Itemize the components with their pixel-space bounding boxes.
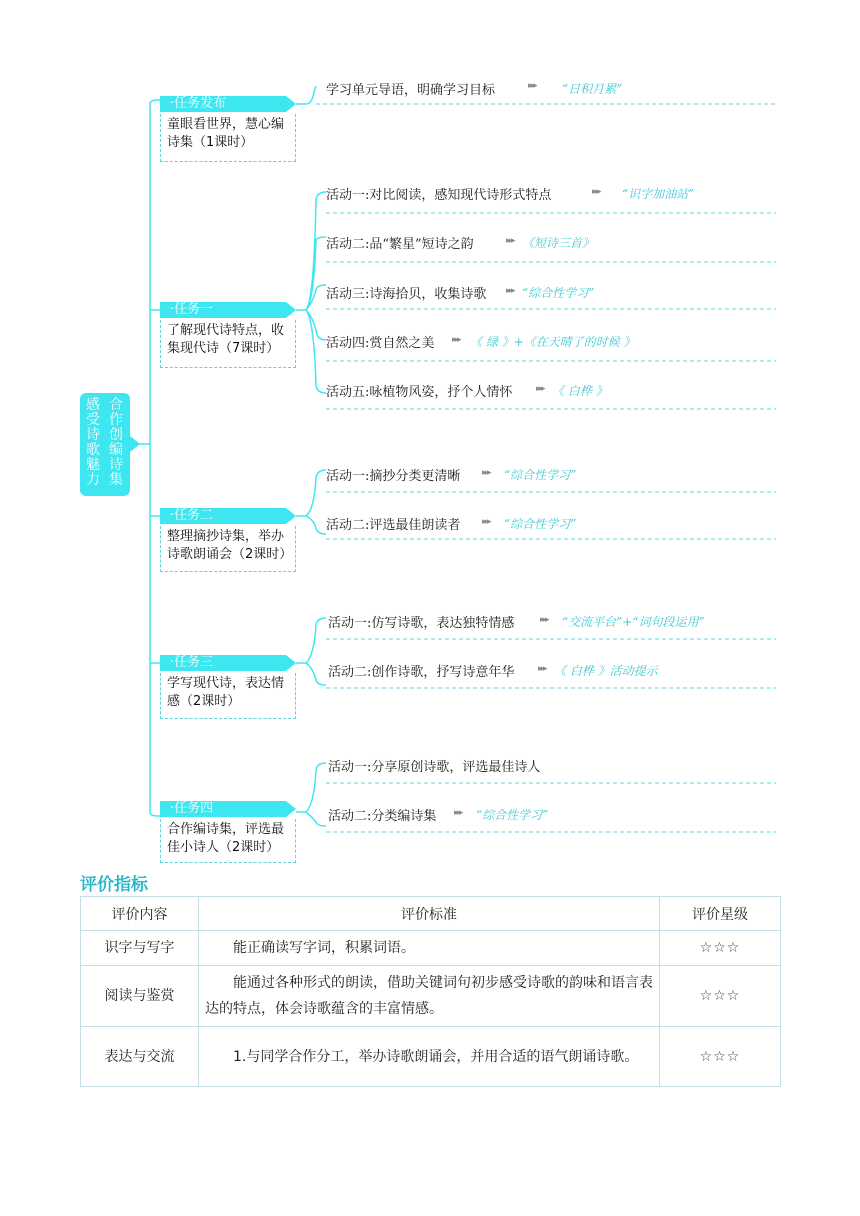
row-stars: ☆☆☆ (660, 966, 781, 1027)
activity-text: 活动四:赏自然之美 (326, 336, 435, 351)
row-content: 表达与交流 (81, 1027, 199, 1087)
row-content: 识字与写字 (81, 931, 199, 966)
task-2-desc: 整理摘抄诗集，举办诗歌朗诵会（2课时） (160, 526, 296, 572)
root-line-2: 合作创编诗集 (109, 397, 123, 488)
row-content: 阅读与鉴赏 (81, 966, 199, 1027)
row-standard: 能通过各种形式的朗读，借助关键词句初步感受诗歌的韵味和语言表达的特点，体会诗歌蕴含的丰富情感。 (199, 966, 660, 1027)
evaluation-title: 评价指标 (80, 875, 148, 895)
arrow-icon: ▸▸▸ (452, 335, 460, 345)
reference-text: “日积月累” (562, 82, 623, 96)
arrow-icon: ▸▸▸ (454, 808, 462, 818)
reference-text: 《 白桦 》 (552, 384, 608, 398)
activity-text: 活动二:品“繁星”短诗之韵 (326, 237, 474, 252)
task-release-label: ·任务发布 (170, 96, 227, 111)
root-line-1: 感受诗歌魅力 (86, 397, 100, 488)
header-content: 评价内容 (81, 897, 199, 931)
activity-text: 活动三:诗海拾贝，收集诗歌 (326, 287, 487, 302)
task-1-desc: 了解现代诗特点，收集现代诗（7课时） (160, 320, 296, 368)
task-release-desc: 童眼看世界，慧心编诗集（1课时） (160, 114, 296, 162)
reference-text: “综合性学习” (504, 517, 577, 531)
root-node (80, 393, 130, 496)
arrow-icon: ▸▸▸ (536, 384, 544, 394)
task-2-label: ·任务二 (170, 508, 214, 523)
arrow-icon: ▸▸▸ (506, 236, 514, 246)
activity-text: 活动一:对比阅读，感知现代诗形式特点 (326, 188, 552, 203)
task-4-label: ·任务四 (170, 801, 214, 816)
activity-text: 活动一:分享原创诗歌，评选最佳诗人 (328, 760, 541, 775)
reference-text: “综合性学习” (476, 808, 549, 822)
arrow-icon: ▸▸▸ (540, 615, 548, 625)
reference-text: 《 绿 》+《在天晴了的时候 》 (470, 335, 636, 349)
activity-text: 活动一:摘抄分类更清晰 (326, 469, 461, 484)
arrow-icon: ▸▸▸ (538, 664, 546, 674)
arrow-icon: ▸▸▸ (482, 468, 490, 478)
row-stars: ☆☆☆ (660, 1027, 781, 1087)
task-4-desc: 合作编诗集，评选最佳小诗人（2课时） (160, 819, 296, 863)
table-header-row (81, 897, 781, 931)
header-stars: 评价星级 (660, 897, 781, 931)
task-1-label: ·任务一 (170, 302, 214, 317)
evaluation-table (80, 896, 781, 1087)
row-standard: 能正确读写字词，积累词语。 (199, 931, 660, 966)
reference-text: 《短诗三首》 (522, 236, 595, 250)
table-row (81, 931, 781, 966)
arrow-icon: ▸▸▸ (592, 187, 600, 197)
arrow-icon: ▸▸▸ (506, 286, 514, 296)
row-standard: 1.与同学合作分工，举办诗歌朗诵会，并用合适的语气朗诵诗歌。 (199, 1027, 660, 1087)
arrow-icon: ▸▸▸ (482, 517, 490, 527)
reference-text: 《 白桦 》活动提示 (554, 664, 658, 678)
activity-text: 活动二:评选最佳朗读者 (326, 518, 461, 533)
reference-text: “综合性学习” (522, 286, 595, 300)
activity-text: 活动一:仿写诗歌，表达独特情感 (328, 616, 515, 631)
reference-text: “识字加油站” (622, 187, 695, 201)
reference-text: “综合性学习” (504, 468, 577, 482)
task-3-desc: 学写现代诗，表达情感（2课时） (160, 673, 296, 719)
arrow-icon: ▸▸▸ (528, 81, 536, 91)
activity-text: 学习单元导语，明确学习目标 (326, 83, 496, 98)
row-stars: ☆☆☆ (660, 931, 781, 966)
reference-text: “交流平台”+“词句段运用” (562, 615, 705, 629)
task-3-label: ·任务三 (170, 655, 214, 670)
table-row (81, 966, 781, 1027)
header-standard: 评价标准 (199, 897, 660, 931)
activity-text: 活动二:创作诗歌，抒写诗意年华 (328, 665, 515, 680)
table-row (81, 1027, 781, 1087)
activity-text: 活动五:咏植物风姿，抒个人情怀 (326, 385, 513, 400)
activity-text: 活动二:分类编诗集 (328, 809, 437, 824)
